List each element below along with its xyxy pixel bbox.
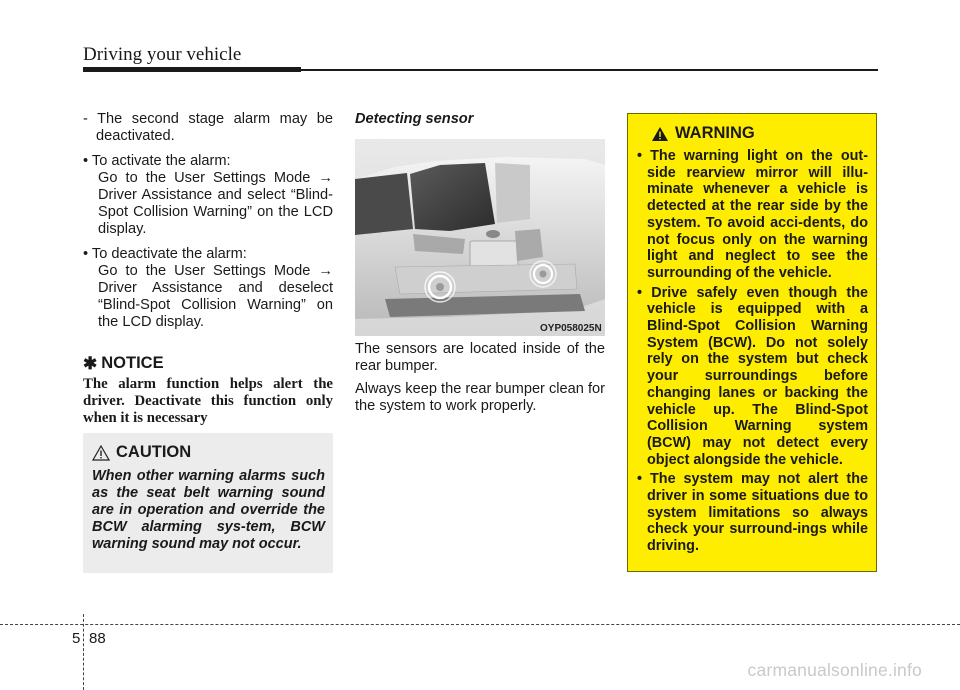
page-number: 88 [89,630,106,647]
notice-heading [83,355,333,372]
warning-triangle-icon [92,445,110,461]
warning-item: • The system may not alert the driver in some situations due to system limitations so always check your surround-ings while driving. [637,471,868,555]
header-rule-thin [301,69,878,71]
warning-item: • The warning light on the out-side rearview mirror will illu-minate whenever a vehicle is detected at the rear side by the system. To avoid acci-dents, do not focus only on the warning light and neglect to see the surrounding of the vehicle. [637,148,868,281]
dash-item: - The second stage alarm may be deactivated. [83,111,333,144]
asterisk-icon: ✱ [83,354,98,373]
warning-title: WARNING [675,124,755,142]
image-caption: OYP058025N [540,323,602,334]
bullet-activate: • To activate the alarm: [83,153,231,169]
footer-rule [0,624,960,625]
middle-column [355,111,605,128]
rear-bumper-sensor-image [355,139,605,336]
warning-heading [637,124,868,143]
notice-body: The alarm function helps alert the driver. Deactivate this function only when it is necessary [83,376,333,426]
left-column [83,111,333,427]
chapter-number: 5 [72,630,81,647]
header-rule-thick [83,67,301,72]
caution-box [83,433,333,573]
activate-steps: Go to the User Settings Mode → Driver Assistance and select “Blind-Spot Collision Warning” on the LCD display. [98,170,333,237]
footer-divider [83,614,84,690]
sensor-paragraph-1: The sensors are located inside of the rear bumper. [355,341,605,374]
activate-label: To activate the alarm: [91,153,231,169]
watermark: carmanualsonline.info [747,660,922,680]
caution-heading [92,443,325,462]
deactivate-label: To deactivate the alarm: [91,246,247,262]
caution-title: CAUTION [116,443,192,461]
sensor-text [355,341,605,421]
warning-item: • Drive safely even though the vehicle is equipped with a Blind-Spot Collision Warning System (BCW). Do not solely rely on the system but check your surroundings before changing lanes or backing the vehicle up. The Blind-Spot Collision Warning system (BCW) may not detect every object alongside the vehicle. [637,284,868,468]
warning-triangle-icon [651,126,669,142]
sensor-heading: Detecting sensor [355,111,474,127]
sensor-paragraph-2: Always keep the rear bumper clean for the system to work properly. [355,381,605,414]
deactivate-steps: Go to the User Settings Mode → Driver Assistance and deselect “Blind-Spot Collision Warning” on the LCD display. [98,263,333,330]
header-title: Driving your vehicle [83,44,242,65]
bullet-deactivate: • To deactivate the alarm: [83,246,247,262]
warning-box [627,113,877,572]
notice-title: NOTICE [101,354,164,372]
caution-body: When other warning alarms such as the seat belt warning sound are in operation and override the BCW alarming sys-tem, BCW warning sound may not occur. [92,468,325,552]
